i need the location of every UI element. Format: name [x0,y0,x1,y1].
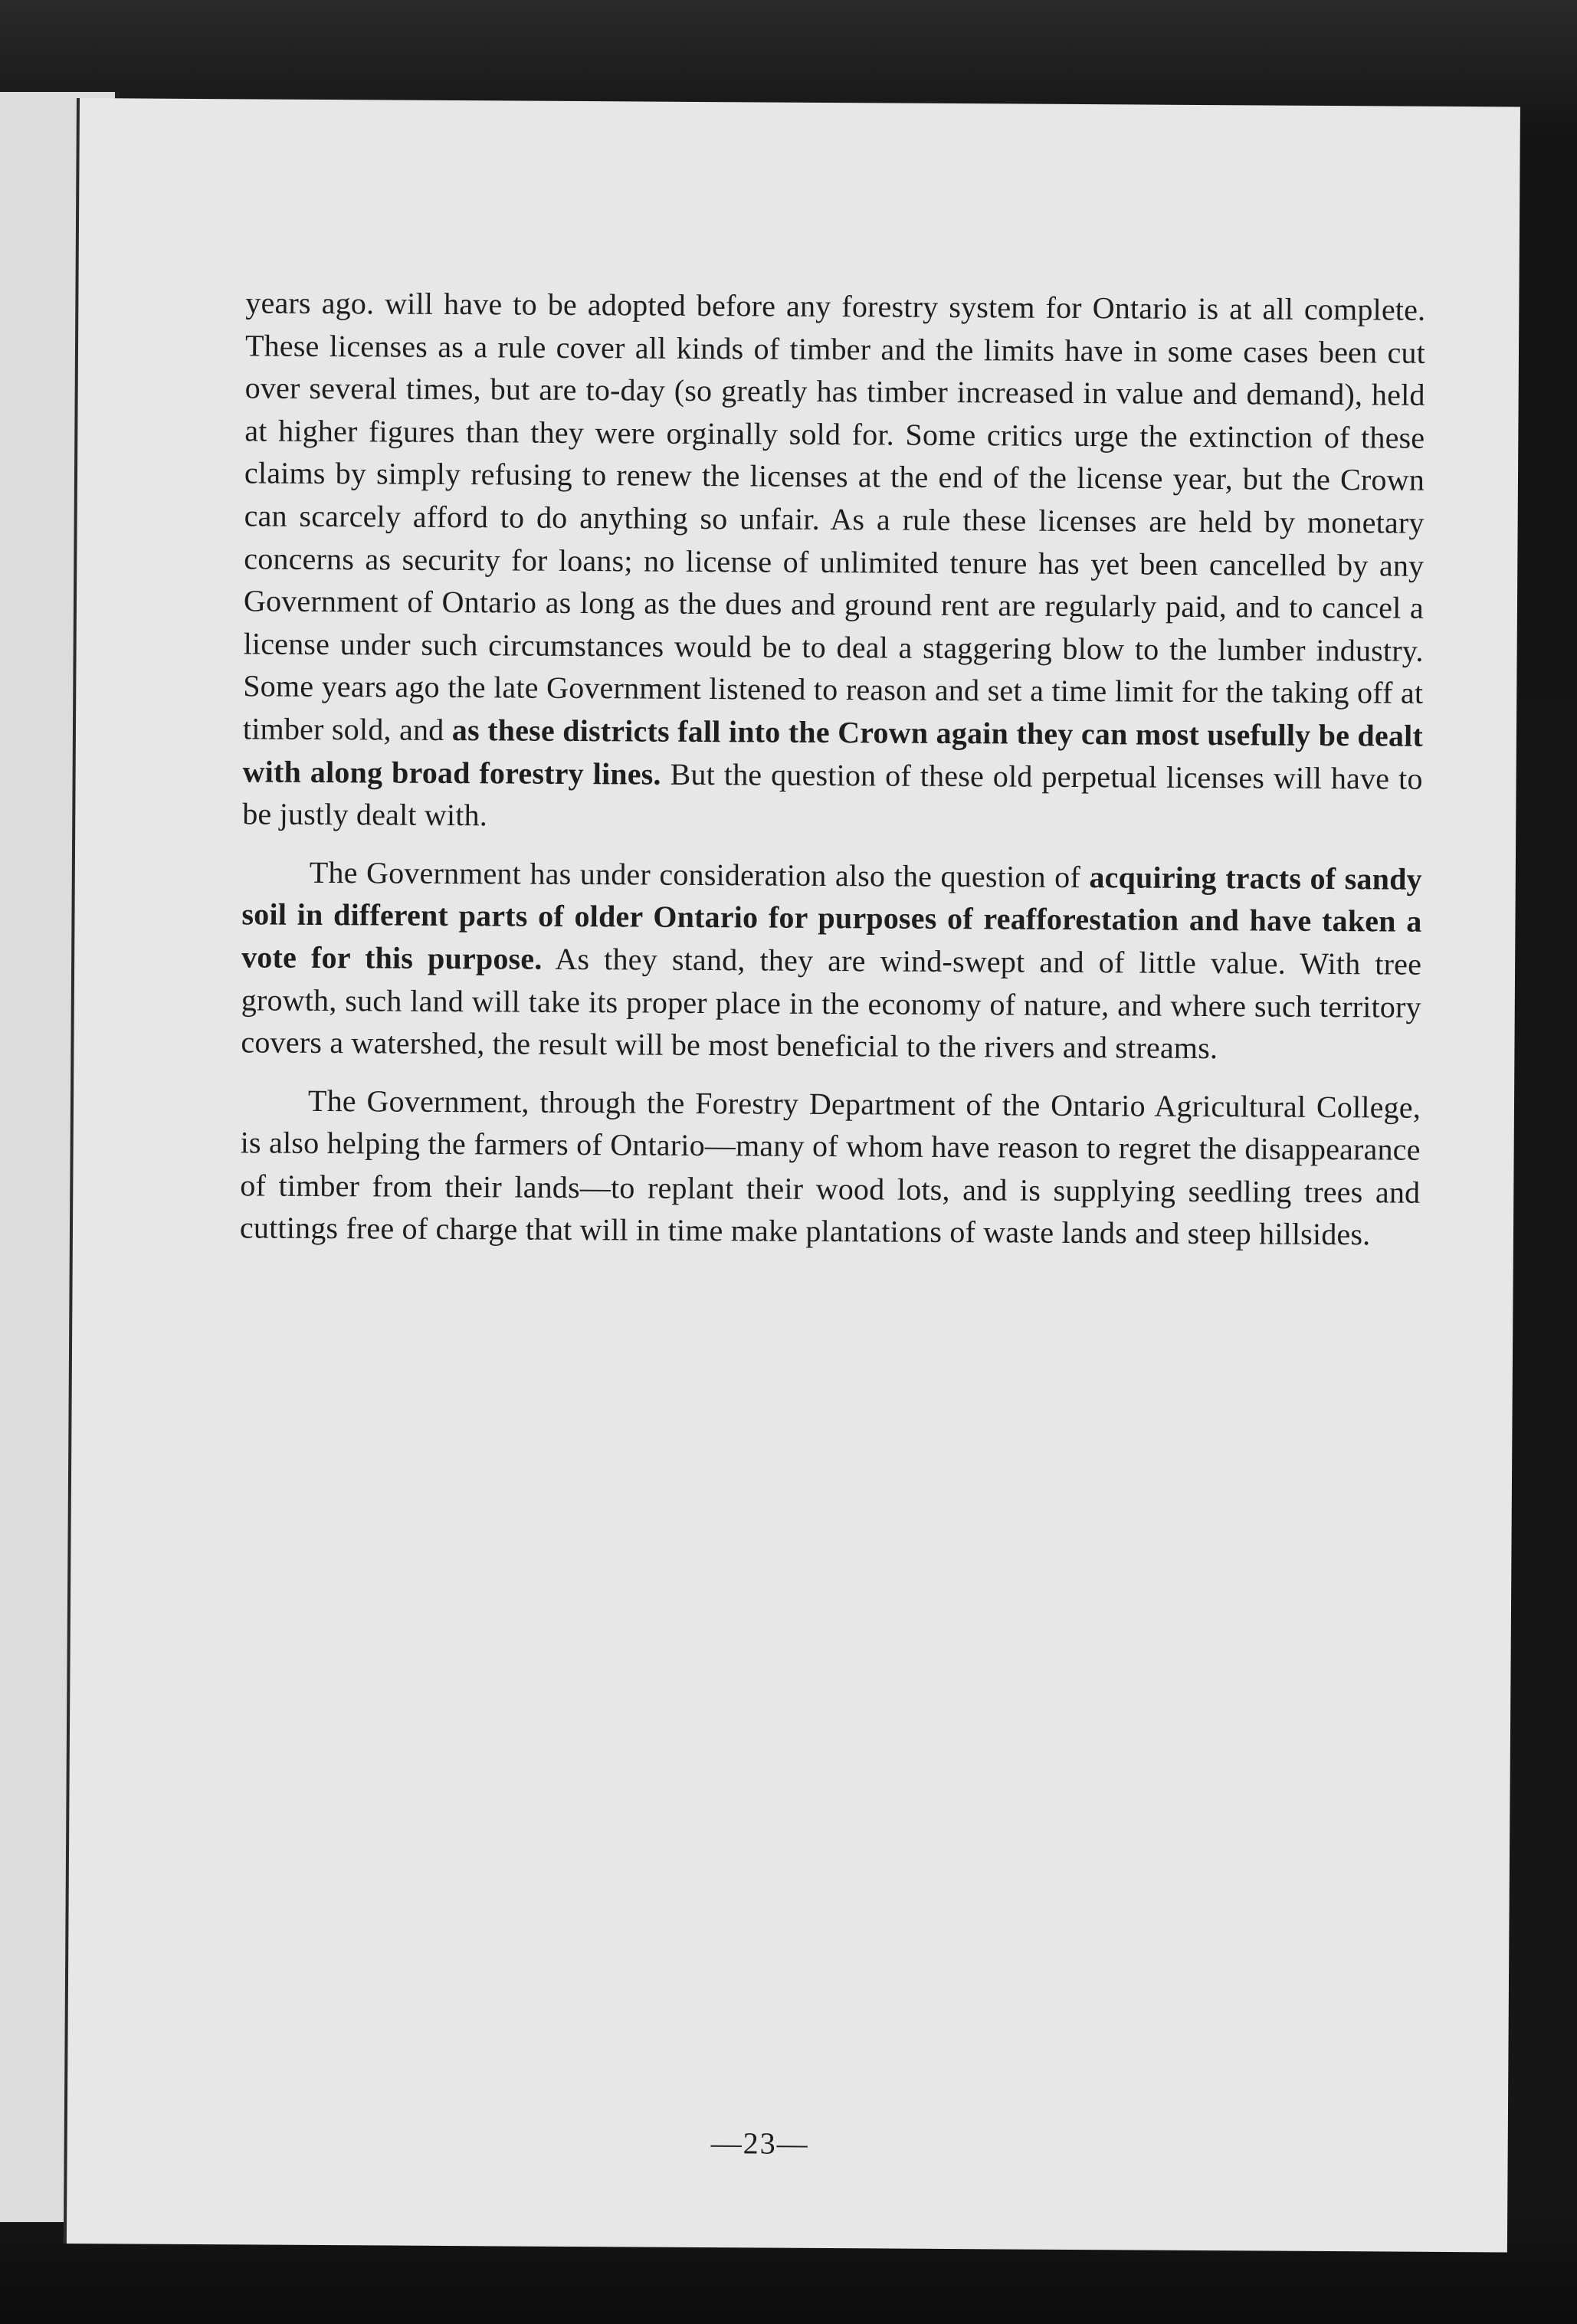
page-number: —23— [710,2126,809,2161]
paragraph-2-bold-text: acquiring tracts of sandy soil in different parts of older Ontario for purposes of reafforestation and have taken a vote for this purpose. [241,859,1422,976]
paragraph-1-text-a: years ago. will have to be adopted before any forestry system for Ontario is at all complete. These licenses as a rule cover all kinds of timber and the limits have in some cases been cut over several times, but are to-day (so greatly has timber increased in value and demand), held at higher figures than they were orginally sold for. Some critics urge the extinction of these claims by simply refusing to renew the licenses at the end of the license year, but the Crown can scarcely afford to do anything so unfair. As a rule these licenses are held by monetary concerns as security for loans; no license of unlimited tenure has yet been cancelled by any Government of Ontario as long as the dues and ground rent are regularly paid, and to cancel a license under such circumstances would be to deal a staggering blow to the lumber industry. Some years ago the late Government listened to reason and set a time limit for the taking off at timber sold, and [242,285,1426,747]
paragraph-2-text-b: As they stand, they are wind-swept and of little value. With tree growth, such land will take its proper place in the economy of nature, and where such territory covers a watershed, the result will be most beneficial to the rivers and streams. [241,941,1422,1066]
paragraph-2 [241,851,1422,1070]
paragraph-3 [240,1079,1421,1257]
book-page [64,98,1520,2252]
body-text [240,281,1426,1256]
paragraph-1-bold-text: as these districts fall into the Crown again they can most usefully be dealt with along broad forestry lines. [242,712,1424,792]
paragraph-1 [242,281,1425,842]
paragraph-1-text-b: But the question of these old perpetual licenses will have to be justly dealt with. [242,756,1423,833]
paragraph-2-text-a: The Government has under consideration also the question of [309,854,1090,894]
paragraph-3-text: The Government, through the Forestry Department of the Ontario Agricultural College, is also helping the farmers of Ontario—many of whom have reason to regret the disappearance of timber from their lands—to replant their wood lots, and is supplying seedling trees and cuttings free of charge that will in time make plantations of waste lands and steep hillsides. [239,1083,1421,1252]
